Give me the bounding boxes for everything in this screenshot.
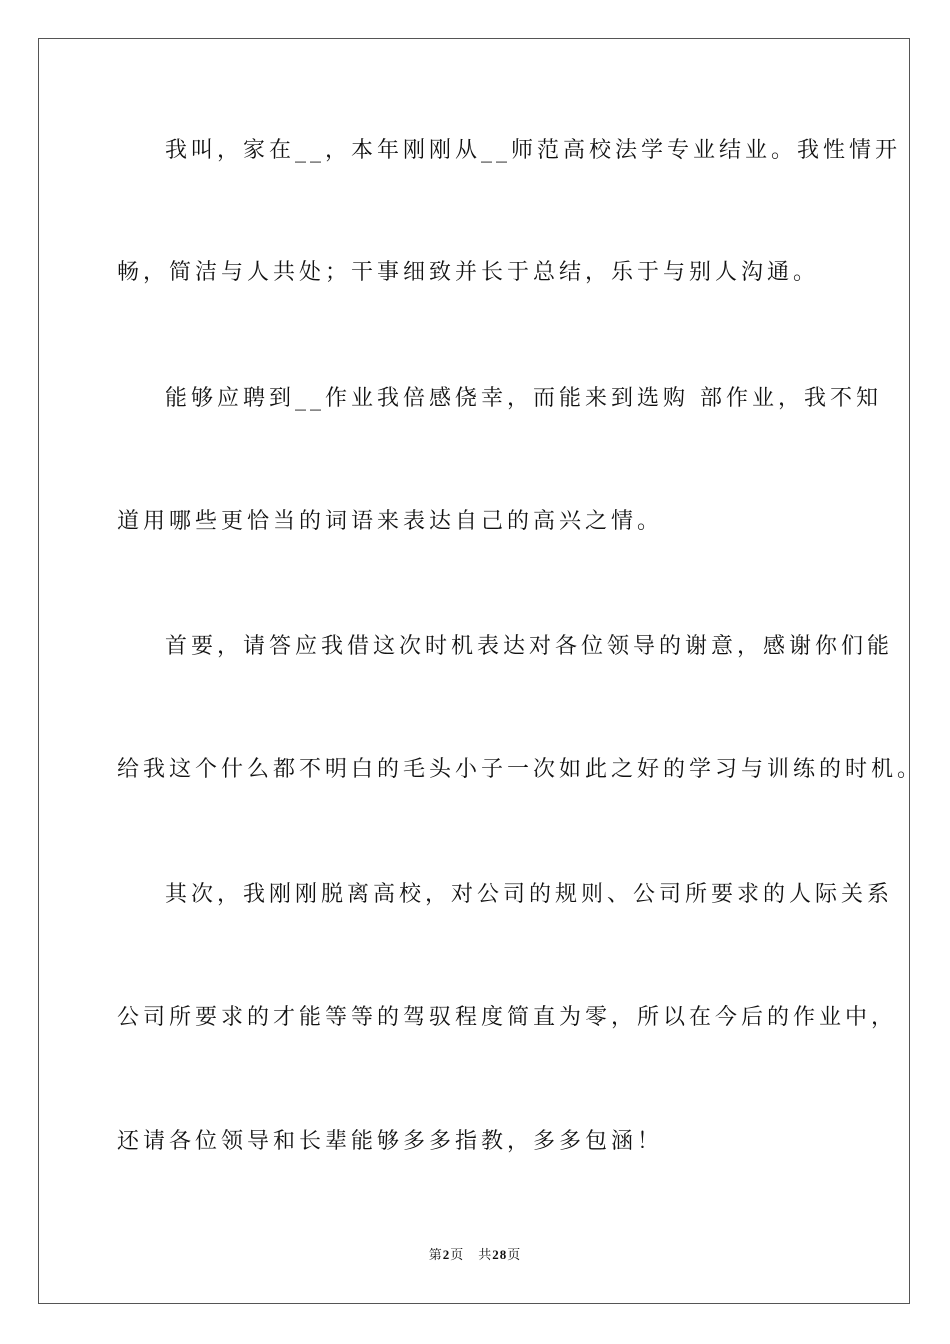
paragraph-2-line-2: 道用哪些更恰当的词语来表达自己的高兴之情。 [117,509,664,534]
paragraph-3-line-1: 首要，请答应我借这次时机表达对各位领导的谢意，感谢你们能 [165,634,894,659]
paragraph-4-line-3: 还请各位领导和长辈能够多多指教，多多包涵！ [117,1129,664,1154]
paragraph-1-line-1: 我叫，家在__，本年刚刚从__师范高校法学专业结业。我性情开 [165,138,902,163]
paragraph-1-line-2: 畅，简洁与人共处；干事细致并长于总结，乐于与别人沟通。 [117,260,820,285]
page-prefix: 第 [428,1248,443,1263]
paragraph-2-line-1: 能够应聘到__作业我倍感侥幸，而能来到选购 部作业，我不知 [165,386,882,411]
paragraph-4-line-2: 公司所要求的才能等等的驾驭程度简直为零，所以在今后的作业中， [117,1005,898,1030]
paragraph-3-line-2: 给我这个什么都不明白的毛头小子一次如此之好的学习与训练的时机。 [117,757,924,782]
total-pages: 28 [492,1247,508,1262]
paragraph-4-line-1: 其次，我刚刚脱离高校，对公司的规则、公司所要求的人际关系 [165,882,894,907]
page-suffix: 页 [450,1248,465,1263]
total-suffix: 页 [507,1248,522,1263]
page-footer [0,1247,950,1264]
page-border [38,38,924,1304]
total-prefix: 共 [478,1248,493,1263]
page-number: 2 [442,1247,451,1262]
